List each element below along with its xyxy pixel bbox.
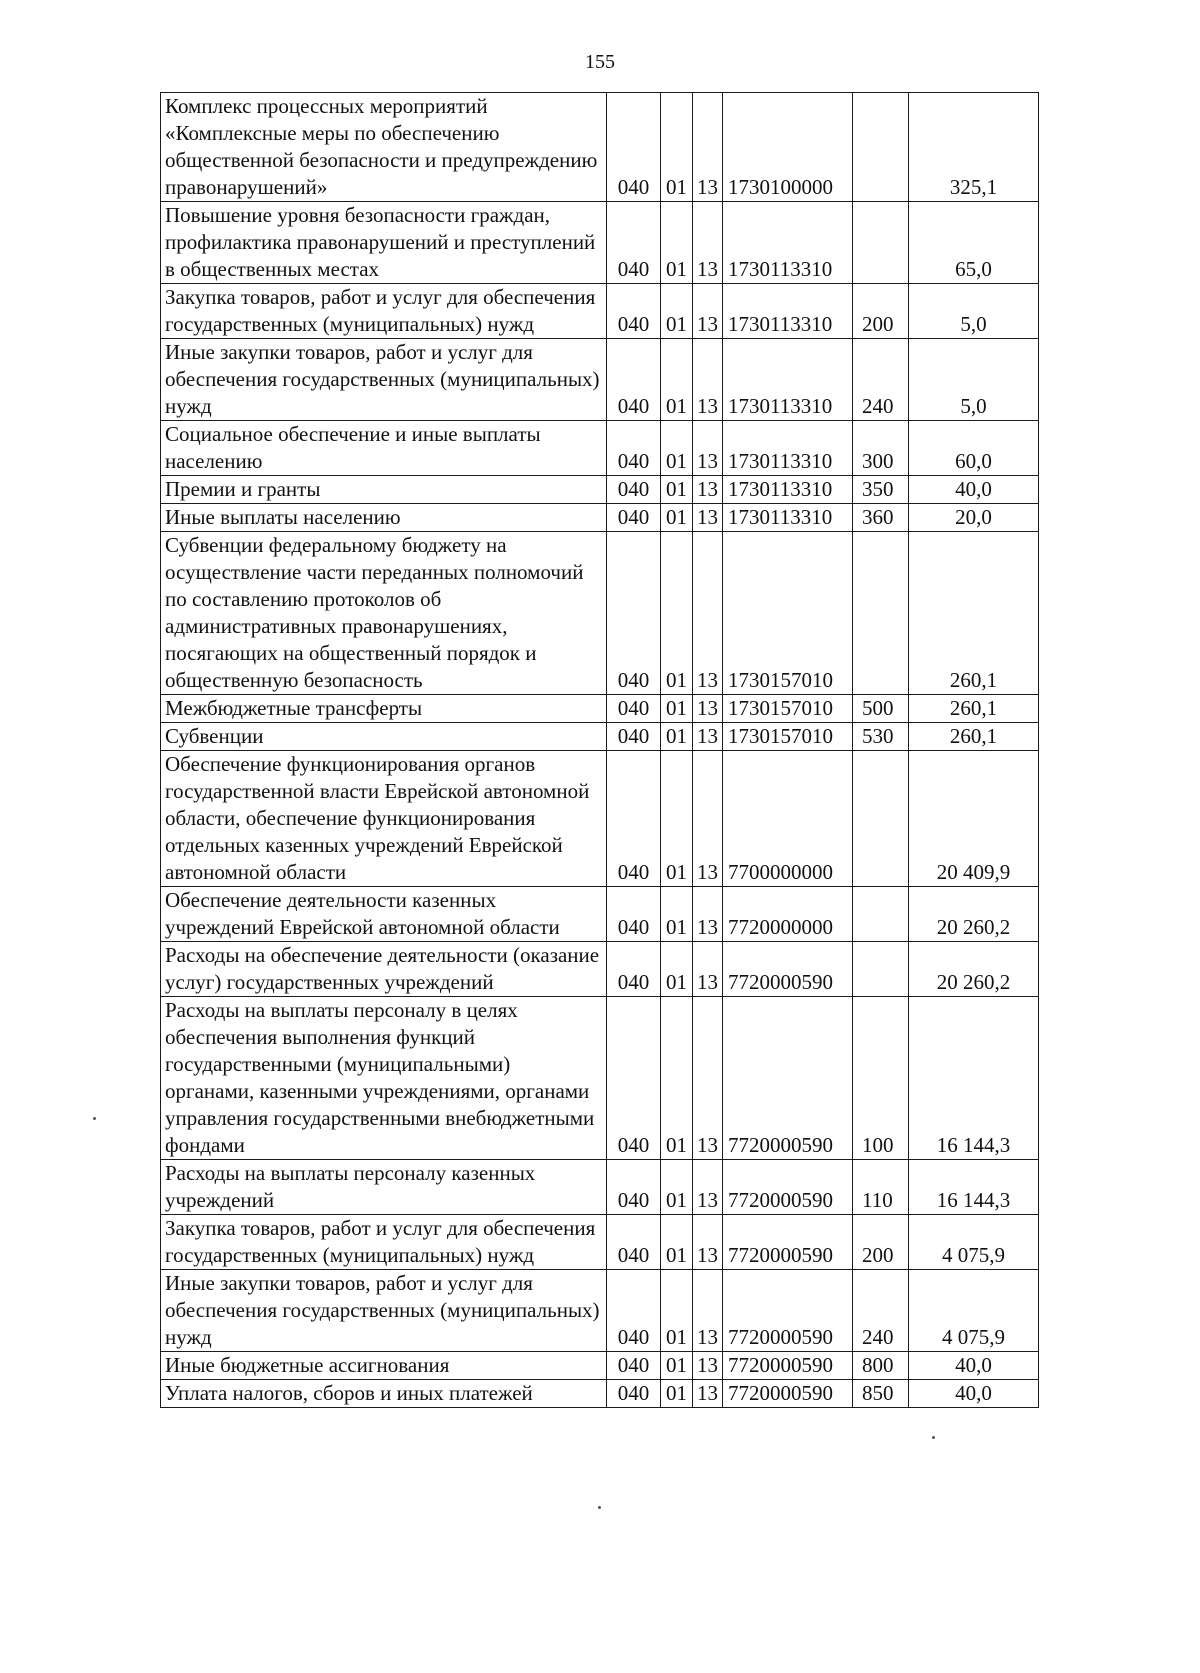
section-code: 01 xyxy=(661,1380,693,1408)
ministry-code: 040 xyxy=(607,202,661,284)
subsection-code: 13 xyxy=(693,1352,723,1380)
expense-type xyxy=(853,887,909,942)
row-name: Закупка товаров, работ и услуг для обеспечения государственных (муниципальных) нужд xyxy=(161,284,607,339)
subsection-code: 13 xyxy=(693,723,723,751)
section-code: 01 xyxy=(661,751,693,887)
table-row xyxy=(161,1160,1039,1215)
ministry-code: 040 xyxy=(607,751,661,887)
target-article: 7720000590 xyxy=(723,1380,853,1408)
row-name: Закупка товаров, работ и услуг для обеспечения государственных (муниципальных) нужд xyxy=(161,1215,607,1270)
table-row xyxy=(161,532,1039,695)
budget-table-body xyxy=(161,93,1039,1408)
page-number: 155 xyxy=(585,51,615,73)
subsection-code: 13 xyxy=(693,1215,723,1270)
amount: 20 260,2 xyxy=(909,887,1039,942)
section-code: 01 xyxy=(661,1160,693,1215)
section-code: 01 xyxy=(661,887,693,942)
amount: 16 144,3 xyxy=(909,1160,1039,1215)
amount: 260,1 xyxy=(909,532,1039,695)
table-row xyxy=(161,887,1039,942)
target-article: 7720000590 xyxy=(723,1352,853,1380)
target-article: 1730113310 xyxy=(723,476,853,504)
row-name: Иные закупки товаров, работ и услуг для обеспечения государственных (муниципальных) нужд xyxy=(161,339,607,421)
ministry-code: 040 xyxy=(607,1380,661,1408)
ministry-code: 040 xyxy=(607,723,661,751)
ministry-code: 040 xyxy=(607,339,661,421)
section-code: 01 xyxy=(661,93,693,202)
expense-type: 850 xyxy=(853,1380,909,1408)
row-name: Расходы на выплаты персоналу в целях обеспечения выполнения функций государственными (муниципальными) органами, казенными учреждениями, органами управления государственными внебюджетными фондами xyxy=(161,997,607,1160)
target-article: 1730113310 xyxy=(723,421,853,476)
table-row xyxy=(161,339,1039,421)
expense-type: 500 xyxy=(853,695,909,723)
table-row xyxy=(161,202,1039,284)
row-name: Иные выплаты населению xyxy=(161,504,607,532)
subsection-code: 13 xyxy=(693,476,723,504)
section-code: 01 xyxy=(661,532,693,695)
target-article: 1730100000 xyxy=(723,93,853,202)
subsection-code: 13 xyxy=(693,284,723,339)
subsection-code: 13 xyxy=(693,887,723,942)
table-row xyxy=(161,504,1039,532)
row-name: Расходы на выплаты персоналу казенных учреждений xyxy=(161,1160,607,1215)
expense-type: 200 xyxy=(853,1215,909,1270)
subsection-code: 13 xyxy=(693,202,723,284)
amount: 40,0 xyxy=(909,1380,1039,1408)
subsection-code: 13 xyxy=(693,504,723,532)
table-row xyxy=(161,695,1039,723)
target-article: 1730113310 xyxy=(723,504,853,532)
table-row xyxy=(161,421,1039,476)
section-code: 01 xyxy=(661,695,693,723)
row-name: Межбюджетные трансферты xyxy=(161,695,607,723)
amount: 40,0 xyxy=(909,1352,1039,1380)
amount: 16 144,3 xyxy=(909,997,1039,1160)
target-article: 7700000000 xyxy=(723,751,853,887)
amount: 260,1 xyxy=(909,723,1039,751)
target-article: 7720000590 xyxy=(723,1160,853,1215)
row-name: Иные бюджетные ассигнования xyxy=(161,1352,607,1380)
subsection-code: 13 xyxy=(693,339,723,421)
row-name: Социальное обеспечение и иные выплаты населению xyxy=(161,421,607,476)
section-code: 01 xyxy=(661,202,693,284)
amount: 40,0 xyxy=(909,476,1039,504)
amount: 20 409,9 xyxy=(909,751,1039,887)
amount: 4 075,9 xyxy=(909,1215,1039,1270)
table-row xyxy=(161,476,1039,504)
subsection-code: 13 xyxy=(693,421,723,476)
expense-type xyxy=(853,532,909,695)
expense-type: 360 xyxy=(853,504,909,532)
ministry-code: 040 xyxy=(607,532,661,695)
amount: 325,1 xyxy=(909,93,1039,202)
table-row xyxy=(161,1215,1039,1270)
table-row xyxy=(161,1380,1039,1408)
row-name: Повышение уровня безопасности граждан, профилактика правонарушений и преступлений в общественных местах xyxy=(161,202,607,284)
section-code: 01 xyxy=(661,339,693,421)
ministry-code: 040 xyxy=(607,1215,661,1270)
section-code: 01 xyxy=(661,1215,693,1270)
amount: 20 260,2 xyxy=(909,942,1039,997)
section-code: 01 xyxy=(661,1352,693,1380)
ministry-code: 040 xyxy=(607,1270,661,1352)
expense-type: 110 xyxy=(853,1160,909,1215)
amount: 4 075,9 xyxy=(909,1270,1039,1352)
section-code: 01 xyxy=(661,421,693,476)
ministry-code: 040 xyxy=(607,93,661,202)
section-code: 01 xyxy=(661,476,693,504)
section-code: 01 xyxy=(661,997,693,1160)
section-code: 01 xyxy=(661,284,693,339)
row-name: Иные закупки товаров, работ и услуг для обеспечения государственных (муниципальных) нужд xyxy=(161,1270,607,1352)
target-article: 1730157010 xyxy=(723,695,853,723)
ministry-code: 040 xyxy=(607,1352,661,1380)
section-code: 01 xyxy=(661,504,693,532)
ministry-code: 040 xyxy=(607,476,661,504)
target-article: 7720000590 xyxy=(723,942,853,997)
amount: 20,0 xyxy=(909,504,1039,532)
amount: 5,0 xyxy=(909,339,1039,421)
amount: 260,1 xyxy=(909,695,1039,723)
row-name: Расходы на обеспечение деятельности (оказание услуг) государственных учреждений xyxy=(161,942,607,997)
table-row xyxy=(161,997,1039,1160)
scan-speck xyxy=(598,1506,601,1509)
section-code: 01 xyxy=(661,1270,693,1352)
ministry-code: 040 xyxy=(607,1160,661,1215)
expense-type xyxy=(853,751,909,887)
expense-type: 300 xyxy=(853,421,909,476)
table-row xyxy=(161,93,1039,202)
target-article: 1730113310 xyxy=(723,202,853,284)
target-article: 1730113310 xyxy=(723,339,853,421)
table-row xyxy=(161,1352,1039,1380)
subsection-code: 13 xyxy=(693,695,723,723)
subsection-code: 13 xyxy=(693,1270,723,1352)
subsection-code: 13 xyxy=(693,1160,723,1215)
budget-table xyxy=(160,92,1039,1408)
table-row xyxy=(161,751,1039,887)
expense-type: 240 xyxy=(853,1270,909,1352)
scan-speck xyxy=(932,1436,935,1439)
row-name: Субвенции федеральному бюджету на осуществление части переданных полномочий по составлению протоколов об административных правонарушениях, посягающих на общественный порядок и общественную безопасность xyxy=(161,532,607,695)
subsection-code: 13 xyxy=(693,942,723,997)
row-name: Комплекс процессных мероприятий «Комплексные меры по обеспечению общественной безопасности и предупреждению правонарушений» xyxy=(161,93,607,202)
table-row xyxy=(161,942,1039,997)
scan-speck xyxy=(93,1117,96,1120)
ministry-code: 040 xyxy=(607,504,661,532)
target-article: 1730113310 xyxy=(723,284,853,339)
section-code: 01 xyxy=(661,723,693,751)
ministry-code: 040 xyxy=(607,887,661,942)
subsection-code: 13 xyxy=(693,751,723,887)
expense-type xyxy=(853,202,909,284)
section-code: 01 xyxy=(661,942,693,997)
ministry-code: 040 xyxy=(607,284,661,339)
table-row xyxy=(161,284,1039,339)
subsection-code: 13 xyxy=(693,1380,723,1408)
expense-type: 800 xyxy=(853,1352,909,1380)
target-article: 7720000590 xyxy=(723,1270,853,1352)
row-name: Уплата налогов, сборов и иных платежей xyxy=(161,1380,607,1408)
ministry-code: 040 xyxy=(607,942,661,997)
subsection-code: 13 xyxy=(693,532,723,695)
row-name: Субвенции xyxy=(161,723,607,751)
target-article: 1730157010 xyxy=(723,532,853,695)
expense-type: 240 xyxy=(853,339,909,421)
ministry-code: 040 xyxy=(607,997,661,1160)
target-article: 7720000590 xyxy=(723,1215,853,1270)
row-name: Обеспечение деятельности казенных учреждений Еврейской автономной области xyxy=(161,887,607,942)
amount: 5,0 xyxy=(909,284,1039,339)
expense-type: 350 xyxy=(853,476,909,504)
row-name: Обеспечение функционирования органов государственной власти Еврейской автономной области, обеспечение функционирования отдельных казенных учреждений Еврейской автономной области xyxy=(161,751,607,887)
row-name: Премии и гранты xyxy=(161,476,607,504)
target-article: 1730157010 xyxy=(723,723,853,751)
expense-type xyxy=(853,93,909,202)
expense-type: 100 xyxy=(853,997,909,1160)
target-article: 7720000590 xyxy=(723,997,853,1160)
subsection-code: 13 xyxy=(693,997,723,1160)
expense-type: 200 xyxy=(853,284,909,339)
ministry-code: 040 xyxy=(607,695,661,723)
subsection-code: 13 xyxy=(693,93,723,202)
table-row xyxy=(161,723,1039,751)
table-row xyxy=(161,1270,1039,1352)
target-article: 7720000000 xyxy=(723,887,853,942)
expense-type xyxy=(853,942,909,997)
expense-type: 530 xyxy=(853,723,909,751)
amount: 60,0 xyxy=(909,421,1039,476)
amount: 65,0 xyxy=(909,202,1039,284)
ministry-code: 040 xyxy=(607,421,661,476)
